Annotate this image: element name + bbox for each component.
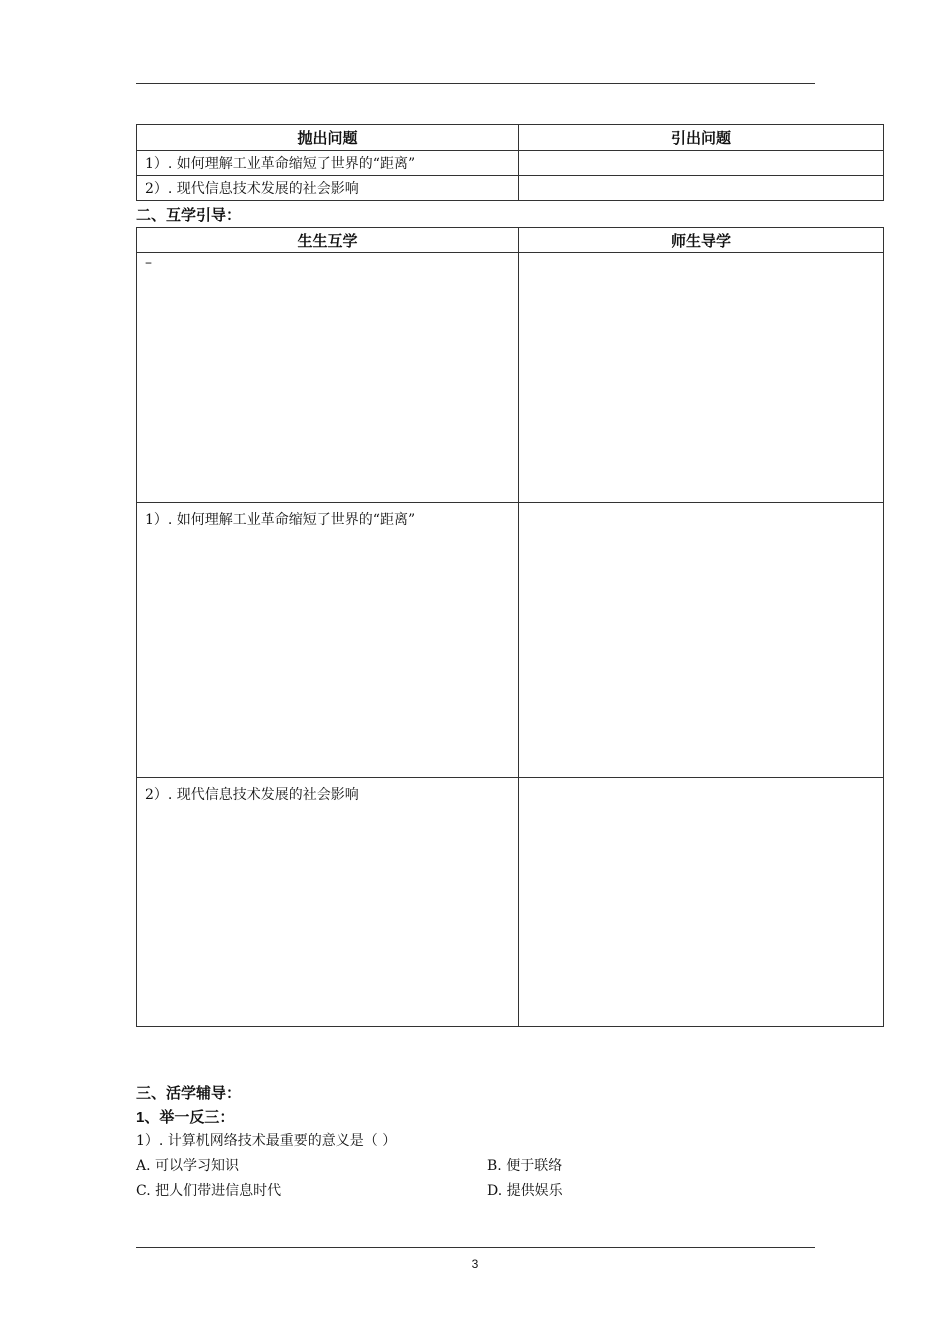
subsection-heading: 1、举一反三：	[136, 1109, 235, 1126]
table-cell	[137, 503, 519, 778]
question-text: 1）. 计算机网络技术最重要的意义是（ ）	[136, 1133, 397, 1149]
option-a: A. 可以学习知识	[136, 1158, 240, 1174]
option-c: C. 把人们带进信息时代	[136, 1183, 282, 1199]
question-table	[136, 124, 884, 201]
page-number: 3	[471, 1257, 479, 1271]
question-1-text: 1）. 如何理解工业革命缩短了世界的“距离”	[145, 156, 416, 172]
section-2-heading: 二、互学引导：	[136, 207, 242, 224]
table-cell	[519, 778, 884, 1027]
table-cell	[519, 253, 884, 503]
table-header-row	[137, 228, 884, 253]
column-header-raised-questions: 抛出问题	[137, 125, 519, 151]
header-rule	[136, 83, 815, 84]
table-cell	[519, 151, 884, 176]
column-header-teacher-guided: 师生导学	[519, 228, 884, 253]
table-row	[137, 778, 884, 1027]
table-row	[137, 151, 884, 176]
section-3-heading: 三、活学辅导：	[136, 1085, 242, 1102]
table-row	[137, 176, 884, 201]
question-2-text: 2）. 现代信息技术发展的社会影响	[145, 181, 359, 197]
table-cell	[137, 151, 519, 176]
mutual-learning-table	[136, 227, 884, 1027]
table-cell	[137, 778, 519, 1027]
table-cell	[519, 503, 884, 778]
table-row	[137, 503, 884, 778]
option-b: B. 便于联络	[487, 1158, 563, 1174]
table-header-row	[137, 125, 884, 151]
option-d: D. 提供娱乐	[487, 1183, 563, 1199]
question-2-text: 2）. 现代信息技术发展的社会影响	[145, 787, 359, 803]
table-cell	[137, 253, 519, 503]
table-cell	[519, 176, 884, 201]
table-cell	[137, 176, 519, 201]
footer-rule	[136, 1247, 815, 1248]
dash-mark: –	[145, 255, 152, 271]
column-header-peer-learning: 生生互学	[137, 228, 519, 253]
column-header-derived-questions: 引出问题	[519, 125, 884, 151]
question-1-text: 1）. 如何理解工业革命缩短了世界的“距离”	[145, 512, 416, 528]
table-row	[137, 253, 884, 503]
